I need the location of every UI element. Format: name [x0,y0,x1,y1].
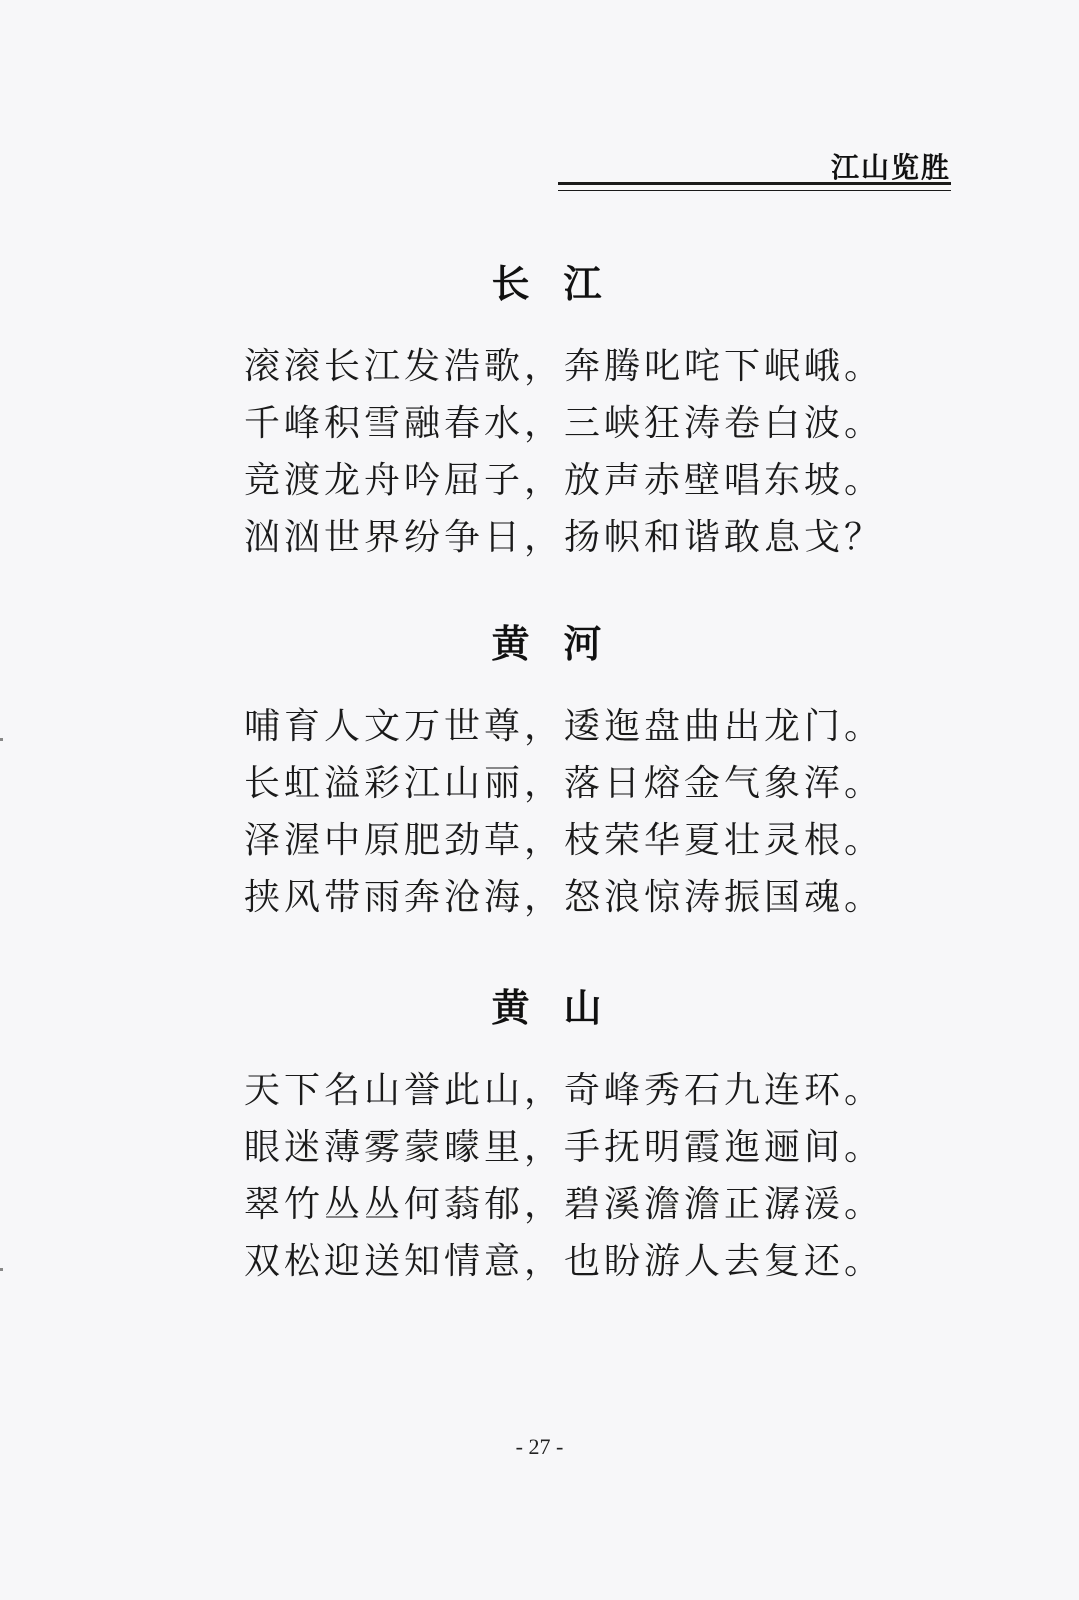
poem-line: 长虹溢彩江山丽，落日熔金气象浑。 [244,763,885,804]
poem-line: 泽渥中原肥劲草，枝荣华夏壮灵根。 [244,820,885,861]
poem-line: 眼迷薄雾蒙曚里，手抚明霞迤逦间。 [244,1127,885,1168]
poem-line: 千峰积雪融春水，三峡狂涛卷白波。 [244,403,885,444]
poem-title: 黄山 [491,986,636,1030]
poem-lines [244,1062,1079,1290]
poem-huanghe [0,618,1079,926]
poem-lines [244,338,1079,566]
poem-line: 哺育人文万世尊，逶迤盘曲出龙门。 [244,706,885,747]
running-header: 江山览胜 [830,151,951,184]
scan-margin-mark [0,1268,3,1271]
poem-line: 双松迎送知情意，也盼游人去复还。 [244,1241,885,1282]
poem-title: 长江 [491,262,636,306]
poem-changjiang [0,258,1079,566]
scan-margin-mark [0,738,3,741]
poem-line: 天下名山誉此山，奇峰秀石九连环。 [244,1070,885,1111]
poem-title: 黄河 [491,622,636,666]
poem-line: 滚滚长江发浩歌，奔腾叱咤下岷峨。 [244,346,885,387]
poem-line: 汹汹世界纷争日，扬帜和谐敢息戈？ [244,517,885,558]
poem-line: 竞渡龙舟吟屈子，放声赤壁唱东坡。 [244,460,885,501]
poem-line: 翠竹丛丛何蓊郁，碧溪澹澹正潺湲。 [244,1184,885,1225]
page-number: - 27 - [515,1434,564,1459]
poem-lines [244,698,1079,926]
poem-line: 挟风带雨奔沧海，怒浪惊涛振国魂。 [244,877,885,918]
header-rule [558,182,951,191]
poem-huangshan [0,982,1079,1290]
